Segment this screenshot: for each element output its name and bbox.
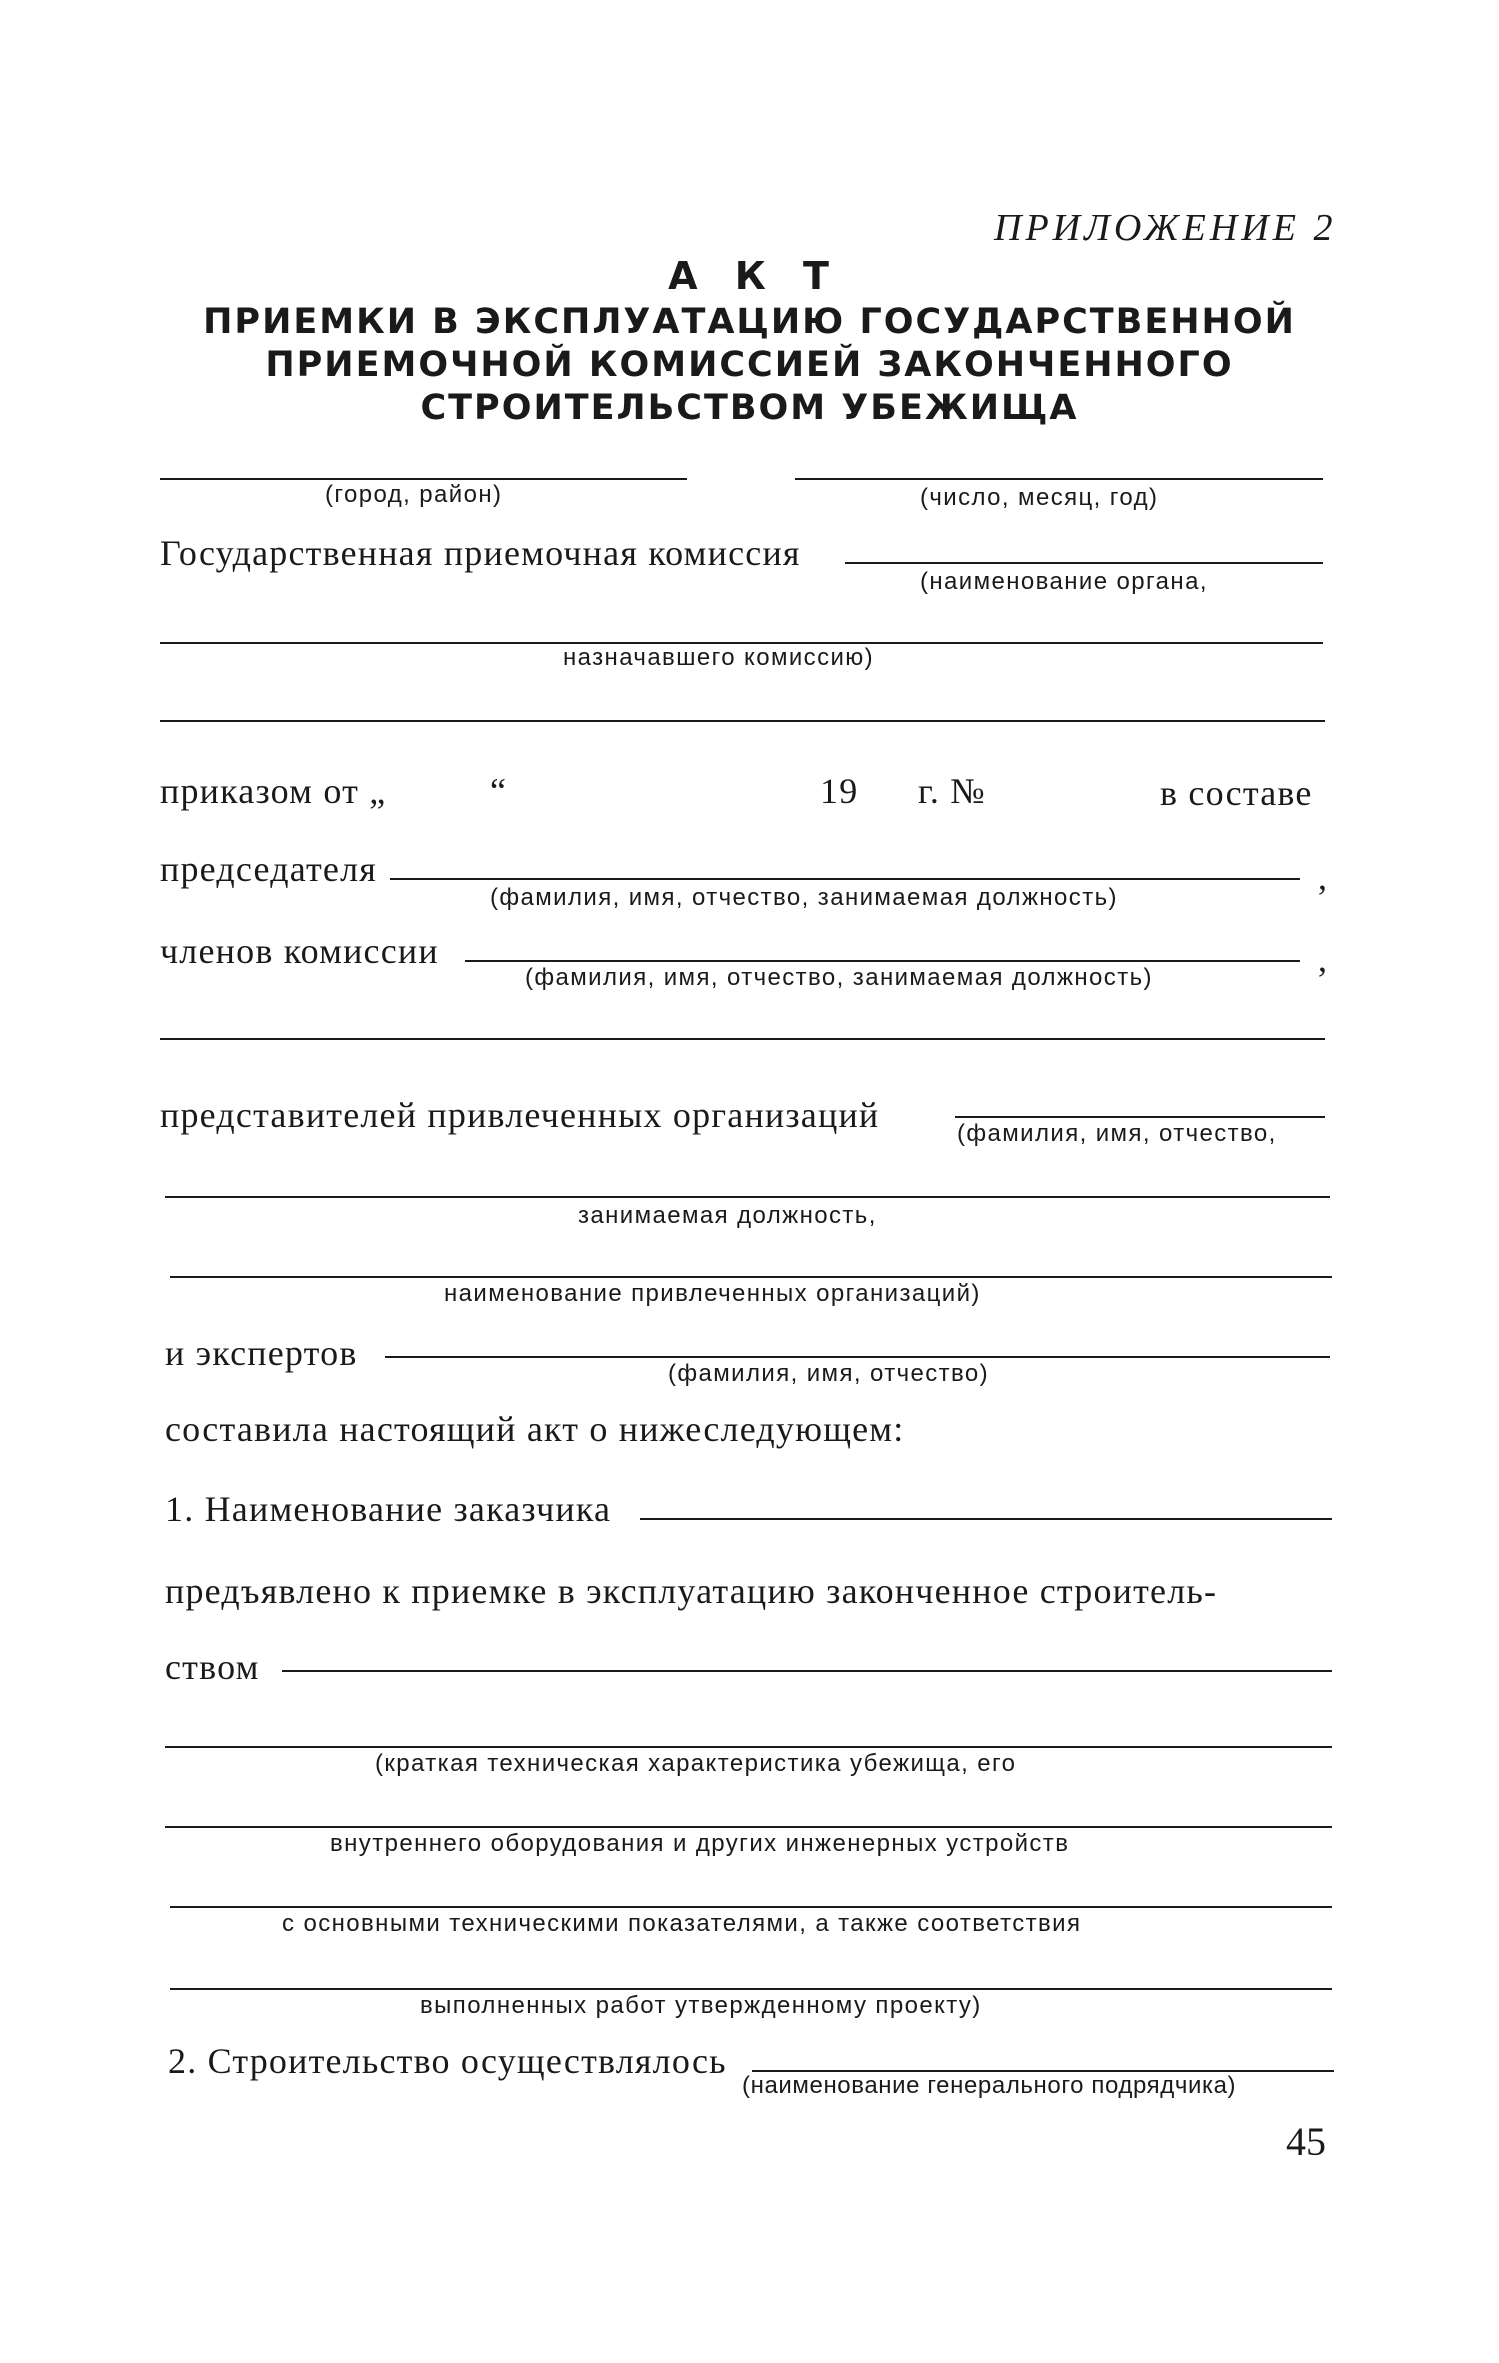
item1-field-line[interactable] — [640, 1518, 1332, 1520]
reps-caption-2: занимаемая должность, — [578, 1202, 877, 1229]
tech-field-line-1[interactable] — [165, 1746, 1332, 1748]
title-line-2: ПРИЕМКИ В ЭКСПЛУАТАЦИЮ ГОСУДАРСТВЕННОЙ — [203, 302, 1296, 342]
presented-text-2: ством — [165, 1647, 260, 1687]
title-act: А К Т — [668, 254, 841, 298]
order-prefix: приказом от „ — [160, 771, 387, 811]
members-caption: (фамилия, имя, отчество, занимаемая должность) — [525, 964, 1153, 991]
chairman-caption: (фамилия, имя, отчество, занимаемая должность) — [490, 884, 1118, 911]
order-open-quote: “ — [490, 771, 508, 811]
page-number: 45 — [1286, 2119, 1326, 2164]
date-field-line[interactable] — [795, 478, 1323, 480]
object-field-line[interactable] — [282, 1670, 1332, 1672]
reps-field-line-3[interactable] — [170, 1276, 1332, 1278]
city-field-line[interactable] — [160, 478, 687, 480]
organ-caption-1: (наименование органа, — [920, 568, 1208, 595]
organ-caption-2: назначавшего комиссию) — [563, 644, 875, 671]
chairman-comma: , — [1318, 857, 1329, 897]
chairman-field-line[interactable] — [390, 878, 1300, 880]
members-comma: , — [1318, 939, 1329, 979]
commission-label: Государственная приемочная комиссия — [160, 533, 801, 573]
experts-field-line[interactable] — [385, 1356, 1330, 1358]
contractor-caption: (наименование генерального подрядчика) — [742, 2072, 1237, 2099]
tech-caption-3: с основными техническими показателями, а также соответствия — [282, 1910, 1082, 1937]
title-line-4: СТРОИТЕЛЬСТВОМ УБЕЖИЩА — [420, 388, 1079, 428]
commission-field-line[interactable] — [845, 562, 1323, 564]
members-extra-line[interactable] — [160, 1038, 1325, 1040]
presented-text: предъявлено к приемке в эксплуатацию законченное строитель- — [165, 1571, 1218, 1611]
experts-label: и экспертов — [165, 1333, 358, 1373]
item2-label: 2. Строительство осуществлялось — [168, 2041, 727, 2081]
reps-label: представителей привлеченных организаций — [160, 1095, 880, 1135]
members-field-line[interactable] — [465, 960, 1300, 962]
compiled-text: составила настоящий акт о нижеследующем: — [165, 1409, 905, 1449]
title-line-3: ПРИЕМОЧНОЙ КОМИССИЕЙ ЗАКОНЧЕННОГО — [265, 345, 1234, 385]
city-caption: (город, район) — [325, 481, 503, 508]
date-caption: (число, месяц, год) — [920, 484, 1159, 511]
organ-extra-line[interactable] — [160, 720, 1325, 722]
tech-field-line-3[interactable] — [170, 1906, 1332, 1908]
tech-field-line-2[interactable] — [165, 1826, 1332, 1828]
item1-label: 1. Наименование заказчика — [165, 1489, 612, 1529]
members-label: членов комиссии — [160, 931, 439, 971]
chairman-label: председателя — [160, 849, 378, 889]
order-number-label: г. № — [918, 771, 986, 811]
reps-field-line-2[interactable] — [165, 1196, 1330, 1198]
tech-caption-1: (краткая техническая характеристика убежища, его — [375, 1750, 1017, 1777]
tech-field-line-4[interactable] — [170, 1988, 1332, 1990]
experts-caption: (фамилия, имя, отчество) — [668, 1360, 990, 1387]
appendix-label: ПРИЛОЖЕНИЕ 2 — [994, 207, 1337, 249]
reps-caption-1: (фамилия, имя, отчество, — [957, 1120, 1277, 1147]
tech-caption-2: внутреннего оборудования и других инженерных устройств — [330, 1830, 1070, 1857]
order-year: 19 — [820, 771, 859, 811]
reps-caption-3: наименование привлеченных организаций) — [444, 1280, 981, 1307]
order-suffix: в составе — [1160, 773, 1313, 813]
tech-caption-4: выполненных работ утвержденному проекту) — [420, 1992, 982, 2019]
reps-field-line[interactable] — [955, 1116, 1325, 1118]
